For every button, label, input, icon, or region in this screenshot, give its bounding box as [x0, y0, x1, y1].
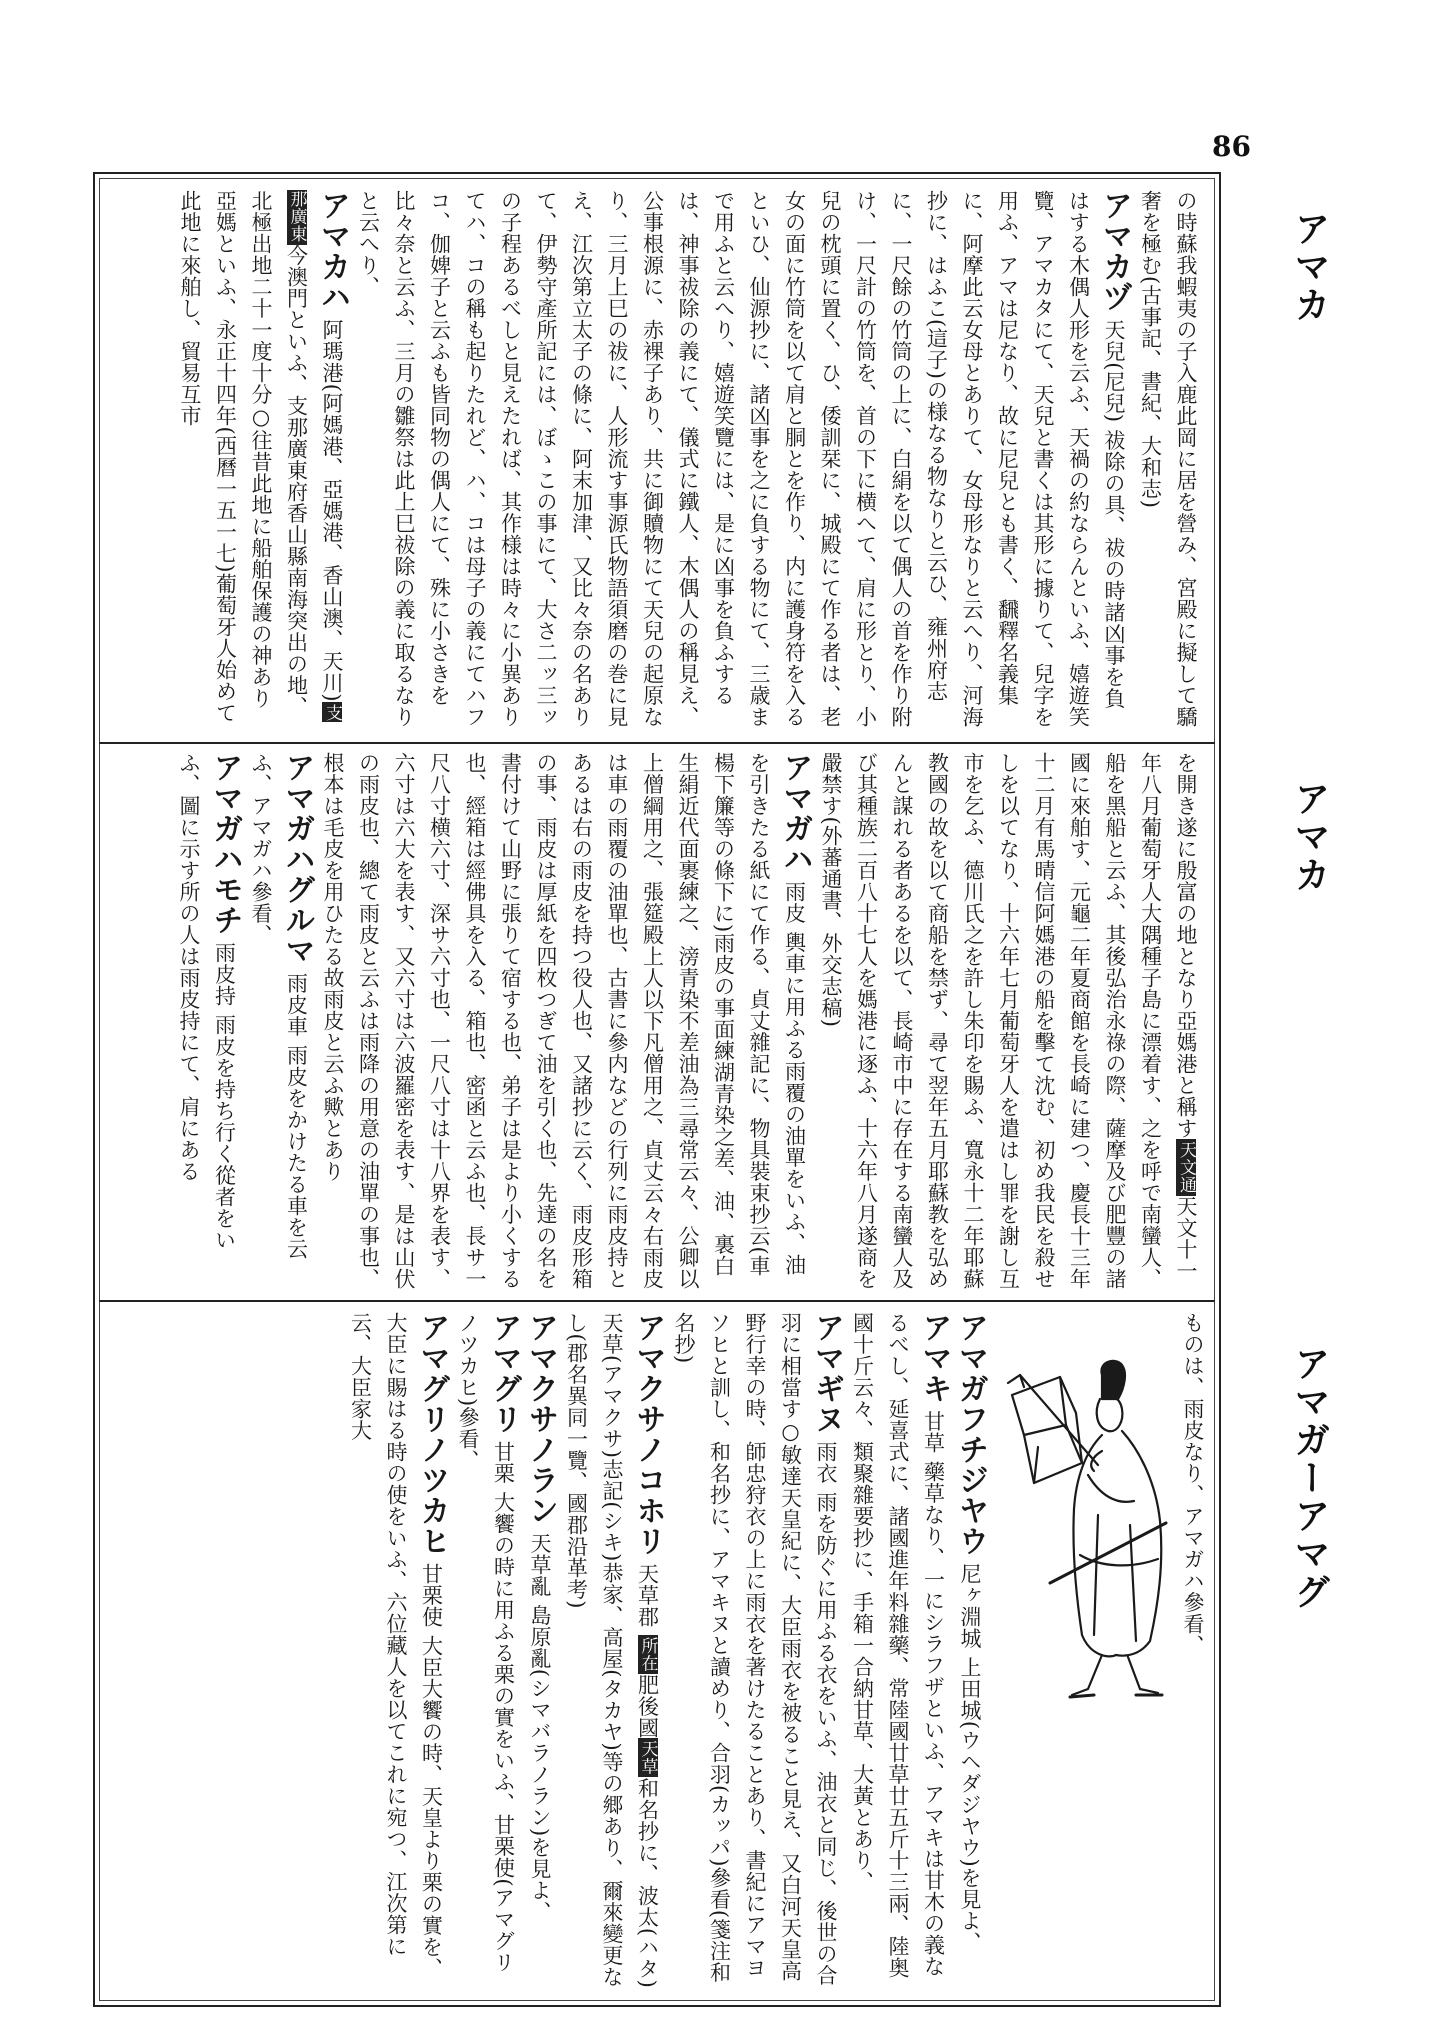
headword-amakawa: アマカハ: [315, 190, 350, 312]
section-middle: [108, 752, 1203, 1290]
section-bottom: [108, 1312, 988, 1992]
entry-amakusa-tag: 所在: [637, 1636, 658, 1672]
entry-amakusa-rest-2: 和名抄に、波太(ハタ)天草(アマクサ)志記(シキ)恭家、高屋(タカヤ)等の郷あり、爾來變更なし(郡名異同一覽、國郡沿革考): [564, 1312, 660, 1989]
entry-amagawa-body: 雨皮 輿車に用ふる雨覆の油單をいふ、油を引きたる紙にて作る、貞丈雜記に、物具裝束抄云(車楊下簾等の條下に)雨皮の事面練湖青染之差、油、裏白生絹近代面裹練之、滂青染不差油為三尋常云々、公卿以上僧綱用之、張筵殿上人以下凡僧用之、貞丈云々右雨皮は車の雨覆の油單也、古書に參内などの行列に雨皮持とあるは右の雨皮を持つ役人也、又諸抄に云く、雨皮形箱の事、雨皮は厚紙を四枚つぎて油を引く也、先達の名を書付けて山野に張りて宿する也、弟子は是より小くする也、經箱は經佛具を入る、箱也、密函と云ふ也、長サ一尺八寸横六寸、深サ六寸也、一尺八寸は十八界を表す、六寸は六大を表す、又六寸は六波羅密を表す、是は山伏の雨皮也、總て雨皮と云ふは雨降の用意の油單の事也、根本は毛皮を用ひたる故雨皮と云ふ歟とあり: [321, 752, 807, 1290]
entry-amaguri-body: 甘栗 大饗の時に用ふる栗の實をいふ、甘栗使(アマグリノツカヒ)參看、: [456, 1312, 516, 1974]
headword-amagawamochi: アマガハモチ: [207, 752, 243, 935]
entry-amakusa-tag-2: 天草: [637, 1740, 658, 1776]
headword-amagafuchijou: アマガフチジヤウ: [953, 1312, 988, 1556]
entry-amagurinotsukai-body: 甘栗使 大臣大饗の時、天皇より栗の實を、大臣に賜はる時の使をいふ、六位藏人を以てこれに宛つ、江次第に云、大臣家大: [348, 1312, 444, 1979]
entry-amakazu-body: 天兒(尼兒) 祓除の具、祓の時諸凶事を負はする木偶人形を云ふ、天禍の約ならんといふ、嬉遊笑覽、アマカタにて、天兒と書くは其形に據りて、兒字を用ふ、アマは尼なり、故に尼兒とも書く、飜釋名義集に、阿摩此云女母とありて、女母形なりと云へり、河海抄に、はふこ(這子)の様なる物なりと云ひ、雍州府志に、一尺餘の竹筒の上に、白絹を以て偶人の首を作り附け、一尺計の竹筒を、首の下に横へて、肩に形とり、小兒の枕頭に置く、ひ、倭訓栞に、城殿にて作る者は、老女の面に竹筒を以て肩と胴とを作り、内に護身符を入るといひ、仙源抄に、諸凶事を之に負する物にて、三歳まで用ふと云へり、嬉遊笑覽には、是に凶事を負ふするは、神事祓除の義にて、儀式に鐵人、木偶人の稱見え、公事根源に、赤裸子あり、共に御贖物にて天兒の起原なり、三月上巳の祓に、人形流す事源氏物語須磨の巻に見え、江次第立太子の條に、阿末加津、又比々奈の名ありて、伊勢守產所記には、ぼゝこの事にて、大さ二ッ三ッの子程あるべしと見えたれば、其作様は時々に小異ありてハ、コの稱も起りたれど、ハ、コは母子の義にてハフコ、伽婢子と云ふも皆同物の偶人にて、殊に小さきを比々奈と云ふ、三月の雛祭は此上巳祓除の義に取るなりと云へり、: [356, 190, 1126, 728]
entry-amagafuchijou-body: 尼ヶ淵城 上田城(ウヘダジヤウ)を見よ、: [958, 1563, 982, 1954]
section-divider-2: [99, 1300, 1215, 1302]
middle-intro-text-2: 天文十一年八月葡萄牙人大隅種子島に漂着す、之を呼で南蠻人、船を黑船と云ふ、其後弘治永祿の際、薩摩及び肥豐の諸國に來舶す、元龜二年夏商館を長崎に建つ、慶長十三年十二月有馬晴信阿媽港の船を擊て沈む、初め我民を殺せしを以てなり、十六年七月葡萄牙人を遣はし罪を謝し互市を乞ふ、德川氏之を許し朱印を賜ふ、寬永十二年耶蘇教國の故を以て商船を禁ず、尋て翌年五月耶蘇教を弘めんと謀れる者あるを以て、長崎市中に存在する南蠻人及び其種族二百八十七人を媽港に逐ふ、十六年八月遂商を嚴禁す(外蕃通書、外交志稿): [819, 752, 1198, 1290]
page-number: 86: [1212, 130, 1251, 163]
headword-amakusanoran: アマクサノラン: [523, 1312, 558, 1526]
entry-amakawa-body: 阿瑪港(阿媽港、亞媽港、香山澳、天川): [320, 319, 344, 703]
section-top: [108, 190, 1203, 730]
section-top-text: [108, 190, 1203, 730]
middle-intro-text: を開き遂に殷富の地となり亞媽港と稱す: [1174, 752, 1198, 1139]
section-middle-text: [108, 752, 1203, 1290]
section-bottom-text: [108, 1312, 988, 1992]
headword-amagawa: アマガハ: [777, 752, 813, 874]
top-intro-text: の時蘇我蝦夷の子入鹿此岡に居を營み、宮殿に擬して驕奢を極む(古事記、書紀、大和志): [1138, 190, 1198, 728]
running-head-top: アマカ: [1289, 210, 1330, 324]
running-head-middle: アマカ: [1289, 780, 1330, 894]
sword-icon: [1050, 1523, 1166, 1583]
bottom-continuation-text: ものは、雨皮なり、アマガハ參看、: [1181, 1312, 1205, 1656]
eboshi-cap-icon: [1101, 1361, 1125, 1399]
middle-tag: 天文通: [1176, 1141, 1196, 1194]
running-head-bottom: アマガーアマグ: [1289, 1345, 1330, 1611]
entry-amakusa-rest: 肥後國: [635, 1673, 660, 1739]
entry-amaginu-body: 雨衣 雨を防ぐに用ふる衣をいふ、油衣と同じ、後世の合羽に相當す○敏達天皇紀に、大臣雨衣を被ること見え、又白河天皇高野行幸の時、師忠狩衣の上に雨衣を著けたることあり、書紀にアマヨソヒと訓し、和名抄に、アマキヌと讀めり、合羽(カッパ)參看(箋注和名抄): [672, 1312, 838, 1986]
headword-amaginu: アマギヌ: [809, 1312, 844, 1434]
headword-amakazu: アマカヅ: [1097, 190, 1132, 312]
headword-amagawaguruma: アマガハグルマ: [279, 752, 315, 966]
section-divider-1: [99, 742, 1215, 744]
amagawamochi-illustration: [990, 1355, 1220, 1710]
headword-amaguri: アマグリ: [486, 1312, 522, 1434]
entry-amakawa-rest: 今澳門といふ、支那廣東府香山縣南海突出の地、北極出地二十一度十分○往昔此地に船舶保護の神あり亞媽といふ、永正十四年(西曆一五一七)葡萄牙人始めて此地に來舶し、貿易互市: [178, 190, 309, 724]
headword-amakusanokohori: アマクサノコホリ: [630, 1312, 666, 1556]
entry-amakusanoran-body: 天草亂 島原亂(シマバラノラン)を見よ、: [528, 1532, 552, 1923]
entry-amagawamochi-body: 雨皮持 雨皮を持ち行く從者をいふ、圖に示す所の人は雨皮持にて、肩にある: [177, 752, 237, 1251]
headword-amagurinotsukai: アマグリノツカヒ: [414, 1312, 450, 1556]
headword-amaki: アマキ: [916, 1312, 952, 1404]
entry-amakusanokohori-body: 天草郡: [635, 1563, 660, 1628]
entry-amaki-body: 甘草 藥草なり、一にシラフザといふ、アマキは甘木の義なるべし、延喜式に、諸國進年料雜藥、常陸國廿草廿五斤十三兩、陸奥國十斤云々、類聚雜要抄に、手箱一合納甘草、大黃とあり、: [850, 1312, 946, 1979]
entry-amakawa-tag: 支那廣東: [286, 190, 342, 722]
entry-amagawaguruma-body: 雨皮車 雨皮をかけたる車を云ふ、アマガハ參看、: [249, 752, 309, 1260]
